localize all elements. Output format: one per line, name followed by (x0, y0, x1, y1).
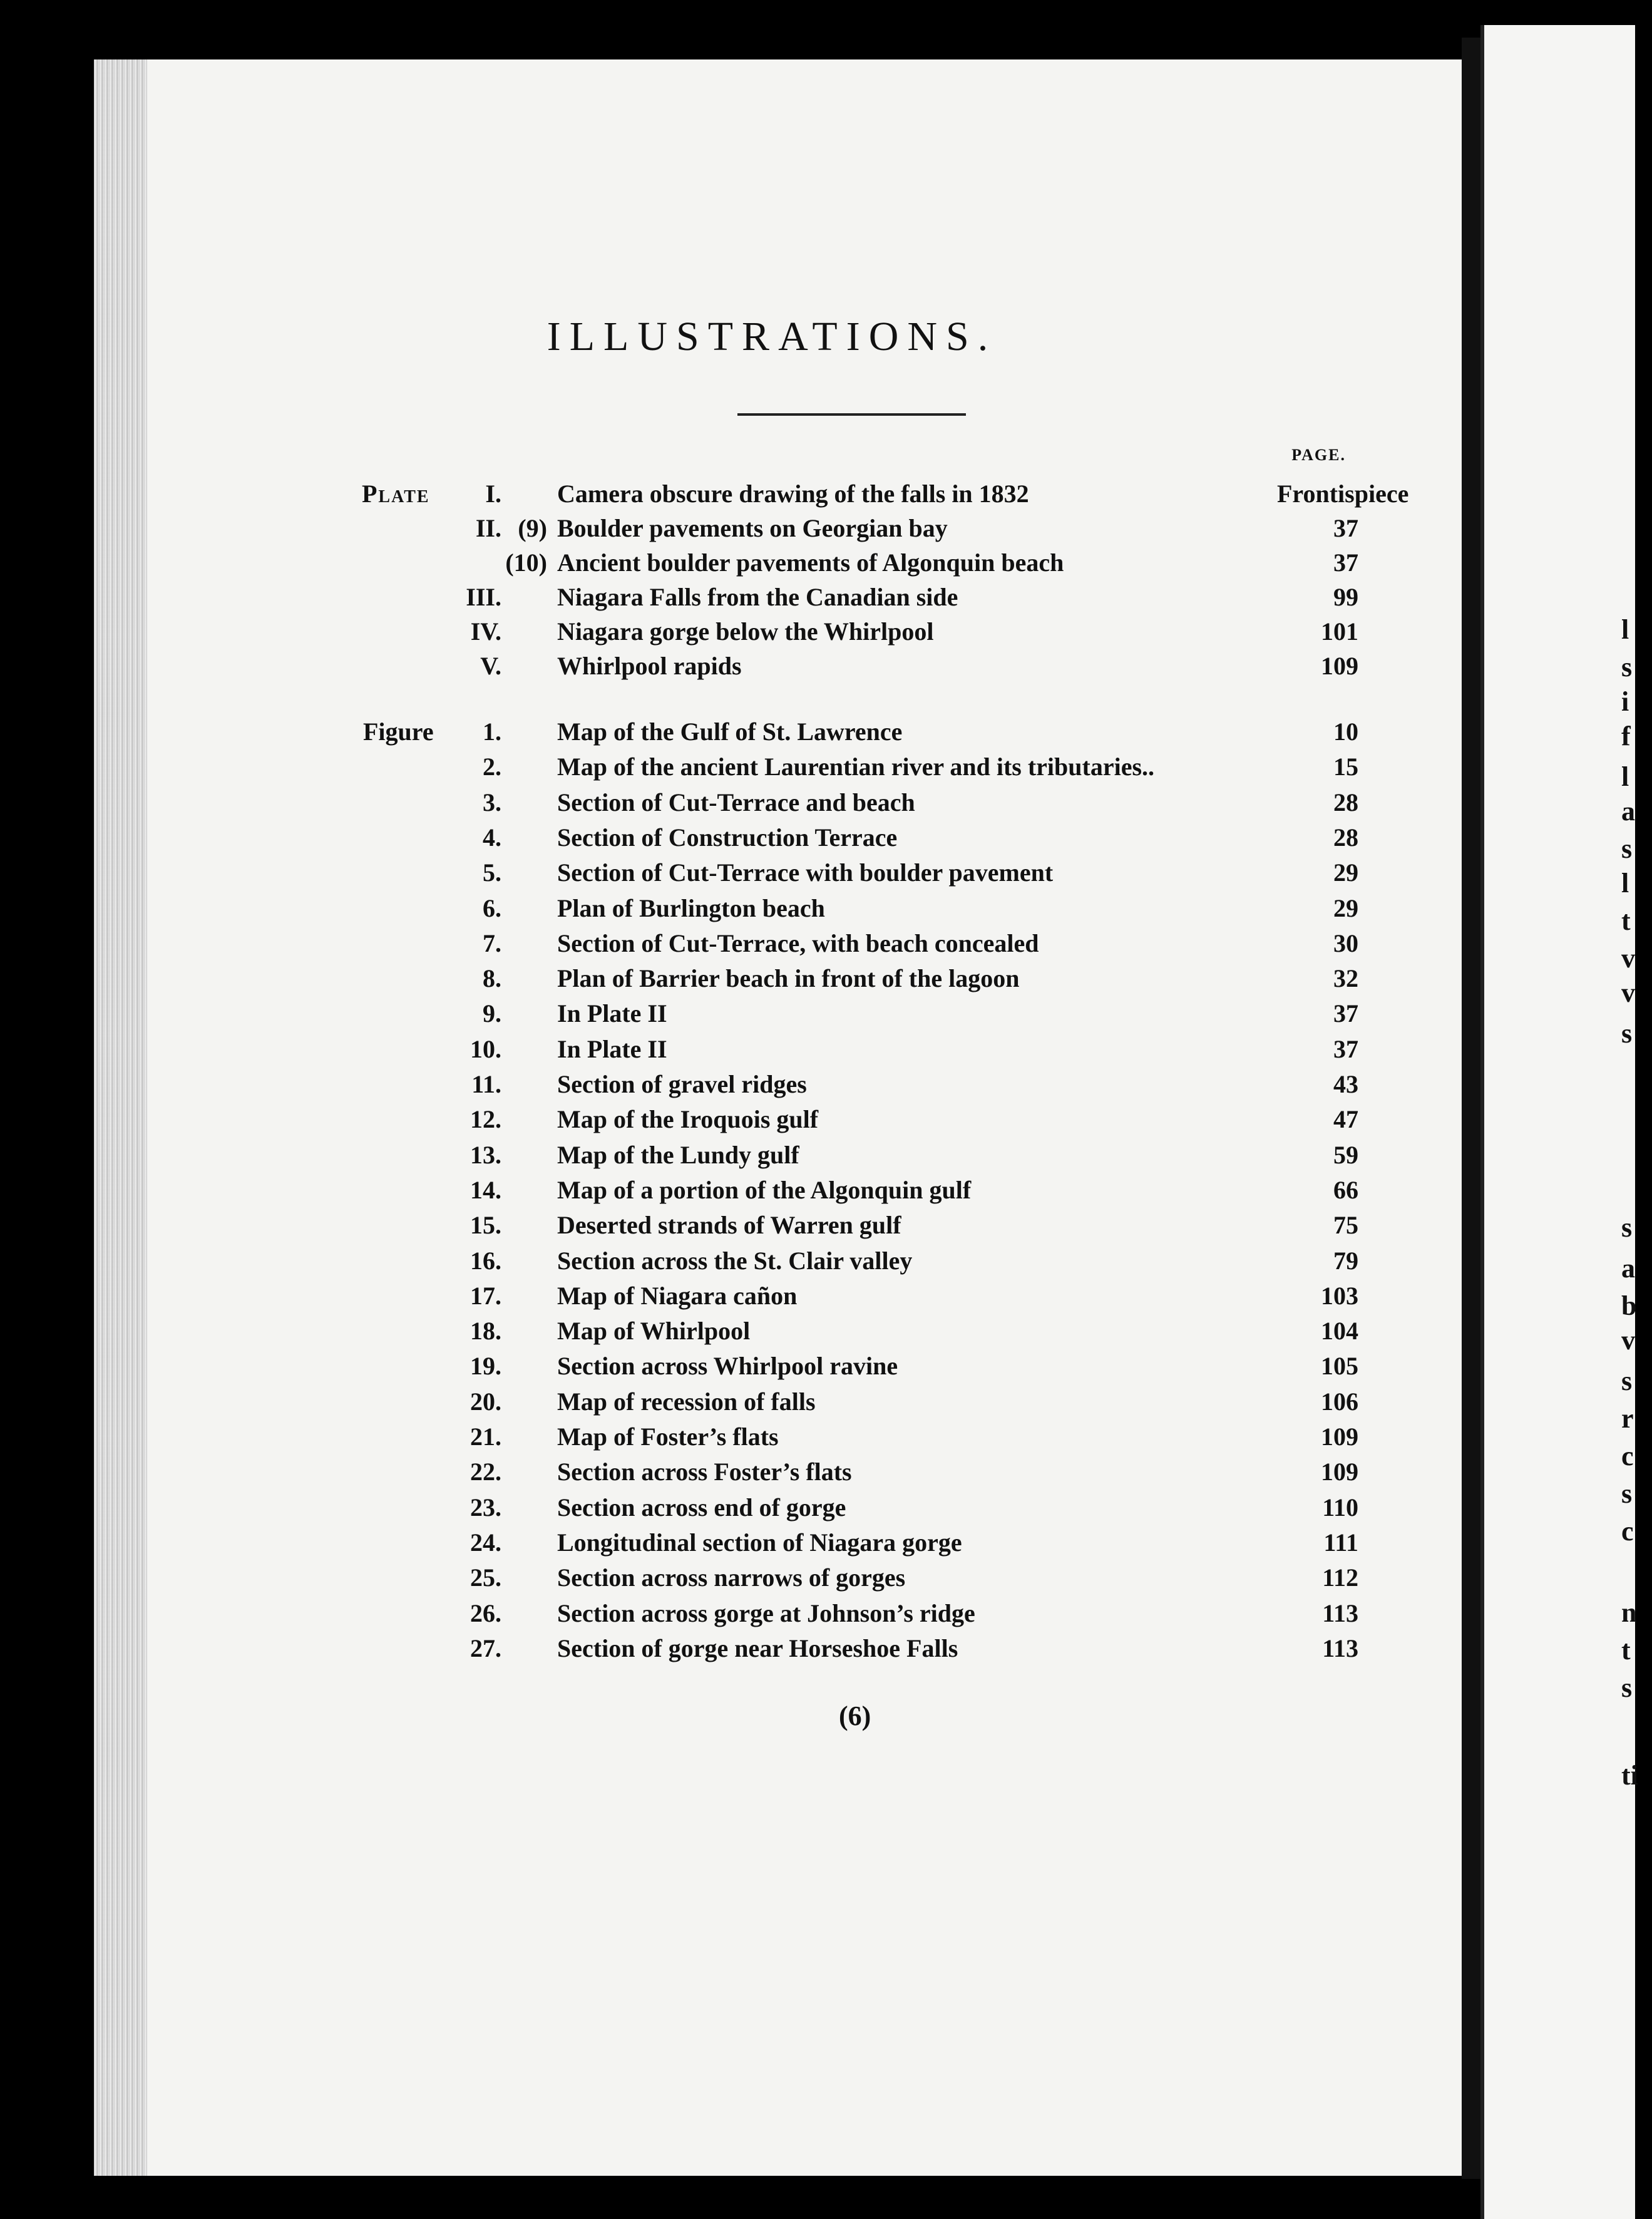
figure-number: 7. (483, 929, 501, 957)
facing-page-fragment: v (1621, 977, 1635, 1008)
facing-page-fragment: i (1621, 686, 1629, 717)
facing-page-fragment: s (1621, 1478, 1633, 1509)
figure-leader-dots (557, 996, 1271, 1032)
figure-description: Section of Cut-Terrace, with beach concealed (557, 929, 1043, 957)
figure-number: 8. (483, 964, 501, 992)
figure-description: Section across Whirlpool ravine (557, 1352, 901, 1380)
figure-leader-dots (557, 1313, 1271, 1349)
facing-page-fragment: s (1621, 833, 1633, 864)
figure-entry (0, 1066, 1631, 1103)
figure-leader-dots (557, 1137, 1271, 1173)
figure-entry (0, 749, 1631, 785)
plate-description: Niagara Falls from the Canadian side (557, 583, 962, 611)
figure-number: 2. (483, 753, 501, 781)
figure-description: Section of Cut-Terrace and beach (557, 788, 919, 816)
figure-entry (0, 1031, 1631, 1068)
figure-number: 23. (470, 1493, 501, 1521)
title-rule (737, 413, 966, 416)
facing-page-fragment: b (1621, 1290, 1637, 1321)
figure-description: Map of Foster’s flats (557, 1423, 782, 1451)
figure-page-ref: 109 (1321, 1423, 1358, 1451)
figure-number: 1. (483, 718, 501, 746)
figure-entry (0, 1207, 1631, 1243)
plate-leader-dots (557, 476, 1271, 512)
figure-page-ref: 112 (1322, 1563, 1358, 1592)
figure-entry (0, 855, 1631, 891)
figure-number: 25. (470, 1563, 501, 1592)
figure-entry (0, 1525, 1631, 1561)
figure-number: 4. (483, 823, 501, 852)
figure-entry (0, 960, 1631, 997)
figure-leader-dots (557, 1066, 1271, 1103)
figure-description: Section of gravel ridges (557, 1070, 811, 1098)
figure-number: 11. (471, 1070, 501, 1098)
facing-page-fragment: n (1621, 1597, 1637, 1628)
figure-description: Deserted strands of Warren gulf (557, 1211, 905, 1239)
figure-number: 6. (483, 894, 501, 922)
figure-entry (0, 1313, 1631, 1349)
facing-page-fragment: t (1621, 1635, 1631, 1666)
plate-page-ref: 99 (1333, 583, 1358, 611)
figure-leader-dots (557, 890, 1271, 927)
figure-page-ref: 104 (1321, 1317, 1358, 1345)
figure-page-ref: 37 (1333, 1035, 1358, 1063)
figure-description: Map of the ancient Laurentian river and its tributaries.. (557, 753, 1158, 781)
plate-leader-dots (557, 614, 1271, 650)
figure-page-ref: 106 (1321, 1388, 1358, 1416)
figure-page-ref: 66 (1333, 1176, 1358, 1204)
plate-leader-dots (557, 545, 1271, 581)
figure-description: Map of a portion of the Algonquin gulf (557, 1176, 975, 1204)
figure-entry (0, 1490, 1631, 1526)
figure-page-ref: 79 (1333, 1247, 1358, 1275)
figure-leader-dots (557, 1454, 1271, 1490)
figure-page-ref: 28 (1333, 788, 1358, 816)
plate-page-ref: 37 (1333, 548, 1358, 577)
plate-description: Camera obscure drawing of the falls in 1832 (557, 480, 1033, 508)
figure-leader-dots (557, 785, 1271, 821)
facing-page-fragment: f (1621, 721, 1631, 751)
figure-leader-dots (557, 1560, 1271, 1596)
figure-page-ref: 29 (1333, 894, 1358, 922)
plate-sub-number: (9) (518, 514, 547, 542)
facing-page-fragment: s (1621, 1212, 1633, 1243)
figure-number: 14. (470, 1176, 501, 1204)
facing-page-fragment: ti (1621, 1760, 1638, 1791)
figure-entry (0, 1243, 1631, 1279)
figure-page-ref: 113 (1322, 1634, 1358, 1662)
figure-page-ref: 47 (1333, 1105, 1358, 1133)
plate-entry (0, 614, 1631, 650)
plate-leader-dots (557, 579, 1271, 615)
figure-description: Section across narrows of gorges (557, 1563, 909, 1592)
figure-description: Section of Cut-Terrace with boulder pavement (557, 858, 1057, 887)
figure-leader-dots (557, 1243, 1271, 1279)
plate-leader-dots (557, 648, 1271, 684)
plate-leader-dots (557, 510, 1271, 547)
figure-description: In Plate II (557, 1035, 671, 1063)
figure-entry (0, 1595, 1631, 1632)
plate-entry (0, 510, 1631, 547)
figure-entry (0, 890, 1631, 927)
figure-leader-dots (557, 925, 1271, 962)
plate-page-ref: 37 (1333, 514, 1358, 542)
figure-page-ref: 110 (1322, 1493, 1358, 1521)
figure-entry (0, 1278, 1631, 1314)
figure-page-ref: 105 (1321, 1352, 1358, 1380)
figure-number: 15. (470, 1211, 501, 1239)
figure-number: 20. (470, 1388, 501, 1416)
figure-entry (0, 1454, 1631, 1490)
figure-leader-dots (557, 1031, 1271, 1068)
plate-number: V. (480, 652, 501, 680)
figure-page-ref: 59 (1333, 1141, 1358, 1169)
facing-page-fragment: l (1621, 761, 1629, 792)
figure-leader-dots (557, 820, 1271, 856)
figure-number: 16. (470, 1247, 501, 1275)
figure-page-ref: 10 (1333, 718, 1358, 746)
figure-description: Section across gorge at Johnson’s ridge (557, 1599, 979, 1627)
figure-leader-dots (557, 1419, 1271, 1455)
figure-leader-dots (557, 1384, 1271, 1420)
figure-page-ref: 103 (1321, 1282, 1358, 1310)
figure-description: Section across end of gorge (557, 1493, 849, 1521)
facing-page-fragment: c (1621, 1441, 1634, 1471)
figure-number: 22. (470, 1458, 501, 1486)
figure-number: 12. (470, 1105, 501, 1133)
figure-entry (0, 1560, 1631, 1596)
facing-page-fragment: a (1621, 796, 1635, 826)
plate-number: IV. (470, 617, 501, 646)
figure-entry (0, 925, 1631, 962)
figure-description: Map of the Iroquois gulf (557, 1105, 822, 1133)
figure-leader-dots (557, 1207, 1271, 1243)
figure-entry (0, 1419, 1631, 1455)
figure-leader-dots (557, 1348, 1271, 1384)
facing-page-fragment: s (1621, 1018, 1633, 1049)
figure-description: Map of Niagara cañon (557, 1282, 801, 1310)
plate-entry (0, 648, 1631, 684)
figure-number: 26. (470, 1599, 501, 1627)
figure-leader-dots (557, 1278, 1271, 1314)
figure-entry (0, 996, 1631, 1032)
facing-page-fragment: s (1621, 652, 1633, 682)
facing-page-fragment: l (1621, 614, 1629, 645)
figure-entry (0, 785, 1631, 821)
figure-number: 9. (483, 999, 501, 1027)
figure-number: 10. (470, 1035, 501, 1063)
plate-page-ref: Frontispiece (1277, 480, 1409, 508)
figure-page-ref: 109 (1321, 1458, 1358, 1486)
figure-description: Section across the St. Clair valley (557, 1247, 916, 1275)
facing-page-fragment: r (1621, 1403, 1634, 1434)
facing-page-fragment: l (1621, 868, 1629, 898)
figure-description: Map of the Gulf of St. Lawrence (557, 718, 906, 746)
figure-description: Plan of Burlington beach (557, 894, 829, 922)
facing-page-fragment: t (1621, 905, 1631, 936)
figure-leader-dots (557, 1172, 1271, 1208)
figure-page-ref: 111 (1323, 1528, 1358, 1557)
figure-description: Section of gorge near Horseshoe Falls (557, 1634, 962, 1662)
figure-number: 3. (483, 788, 501, 816)
plate-description: Ancient boulder pavements of Algonquin beach (557, 548, 1067, 577)
figure-leader-dots (557, 855, 1271, 891)
figure-description: Map of recession of falls (557, 1388, 819, 1416)
facing-page-fragment: s (1621, 1672, 1633, 1703)
figure-page-ref: 30 (1333, 929, 1358, 957)
plate-sub-number: (10) (505, 548, 547, 577)
figure-page-ref: 37 (1333, 999, 1358, 1027)
figure-leader-dots (557, 960, 1271, 997)
plate-entry (0, 545, 1631, 581)
figure-entry (0, 820, 1631, 856)
plate-description: Whirlpool rapids (557, 652, 746, 680)
plate-entry (0, 579, 1631, 615)
figure-leader-dots (557, 1595, 1271, 1632)
figure-page-ref: 28 (1333, 823, 1358, 852)
figure-group-label: Figure (363, 718, 434, 746)
figure-entry (0, 1101, 1631, 1138)
plate-page-ref: 101 (1321, 617, 1358, 646)
figure-leader-dots (557, 714, 1271, 750)
figure-entry (0, 1630, 1631, 1667)
page-column-header: PAGE. (1291, 446, 1346, 464)
figure-page-ref: 113 (1322, 1599, 1358, 1627)
figure-leader-dots (557, 1525, 1271, 1561)
facing-page-fragment: v (1621, 943, 1635, 974)
plate-description: Boulder pavements on Georgian bay (557, 514, 952, 542)
figure-number: 19. (470, 1352, 501, 1380)
facing-page-fragment: a (1621, 1253, 1635, 1284)
plate-description: Niagara gorge below the Whirlpool (557, 617, 937, 646)
figure-number: 18. (470, 1317, 501, 1345)
figure-description: Section across Foster’s flats (557, 1458, 856, 1486)
figure-entry (0, 1137, 1631, 1173)
figure-page-ref: 43 (1333, 1070, 1358, 1098)
figure-description: Section of Construction Terrace (557, 823, 901, 852)
page-title: ILLUSTRATIONS. (546, 314, 997, 359)
facing-page-fragment: v (1621, 1325, 1635, 1356)
figure-number: 13. (470, 1141, 501, 1169)
plate-entry (0, 476, 1631, 512)
figure-entry (0, 714, 1631, 750)
figure-number: 27. (470, 1634, 501, 1662)
plate-number: I. (485, 480, 501, 508)
figure-description: Longitudinal section of Niagara gorge (557, 1528, 966, 1557)
figure-description: Map of Whirlpool (557, 1317, 754, 1345)
figure-number: 21. (470, 1423, 501, 1451)
figure-number: 5. (483, 858, 501, 887)
facing-page-fragment: s (1621, 1366, 1633, 1396)
figure-description: Plan of Barrier beach in front of the lagoon (557, 964, 1023, 992)
figure-description: In Plate II (557, 999, 671, 1027)
figure-page-ref: 15 (1333, 753, 1358, 781)
plate-number: II. (475, 514, 501, 542)
page-number: (6) (839, 1701, 871, 1731)
figure-entry (0, 1384, 1631, 1420)
plate-number: III. (466, 583, 501, 611)
figure-page-ref: 32 (1333, 964, 1358, 992)
plate-group-label: Plate (362, 480, 430, 508)
figure-number: 24. (470, 1528, 501, 1557)
facing-page-fragment: c (1621, 1516, 1634, 1547)
figure-description: Map of the Lundy gulf (557, 1141, 803, 1169)
figure-leader-dots (557, 1490, 1271, 1526)
figure-number: 17. (470, 1282, 501, 1310)
figure-leader-dots (557, 749, 1271, 785)
figure-leader-dots (557, 1101, 1271, 1138)
plate-page-ref: 109 (1321, 652, 1358, 680)
figure-leader-dots (557, 1630, 1271, 1667)
figure-page-ref: 75 (1333, 1211, 1358, 1239)
figure-entry (0, 1348, 1631, 1384)
figure-entry (0, 1172, 1631, 1208)
figure-page-ref: 29 (1333, 858, 1358, 887)
